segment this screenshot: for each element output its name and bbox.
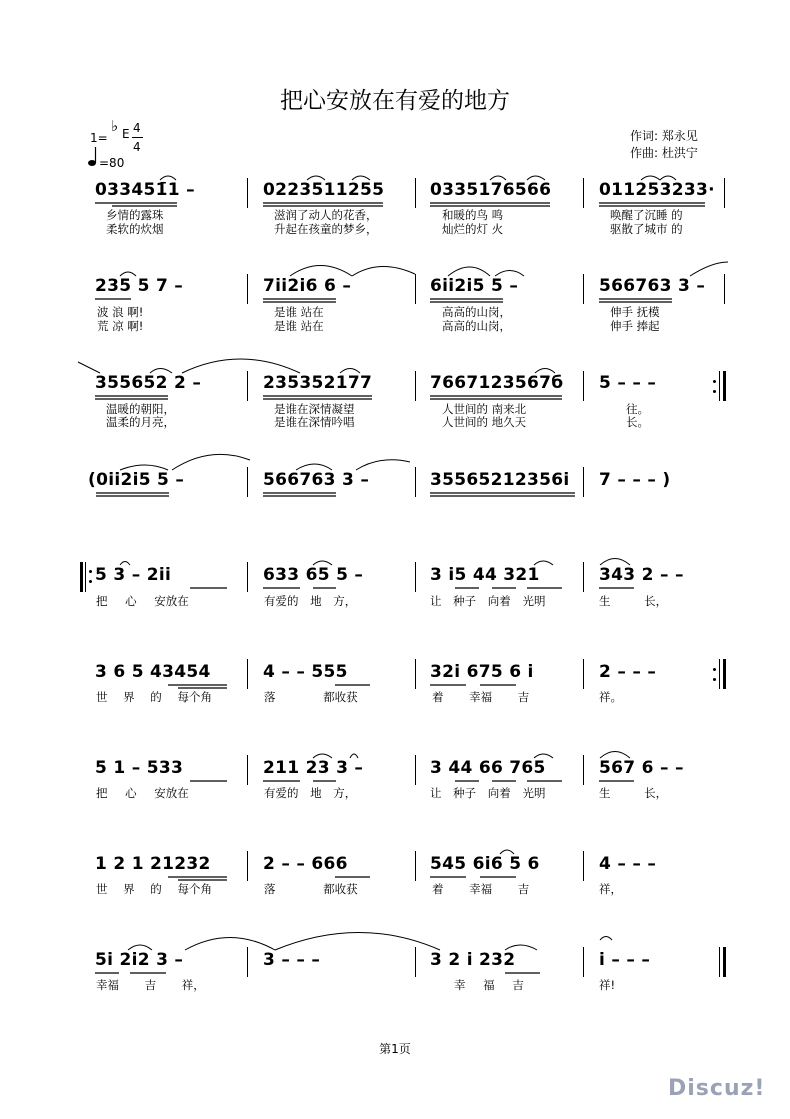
bar-line: [247, 851, 248, 881]
lyric-line: 是谁在深情凝望: [274, 402, 355, 416]
bar-line: [724, 274, 725, 304]
lyric-line: 温暖的朝阳，: [106, 402, 175, 416]
lyric-line: 让 种子 向着 光明: [430, 594, 546, 608]
measure-14-notes: 566763 3 –: [263, 470, 370, 490]
measure-18-notes: 633 65 5 –: [263, 565, 364, 585]
bar-line: [415, 755, 416, 785]
quarter-note-icon: [88, 147, 96, 166]
measure-5-notes: 235 5 7 –: [95, 276, 184, 296]
time-signature-top: 4: [133, 121, 141, 135]
measure-2-notes: 0223511255: [263, 180, 385, 200]
lyric-line: 柔软的炊烟: [106, 222, 164, 236]
bar-line: [415, 659, 416, 689]
key-prefix: 1=: [90, 131, 108, 145]
measure-19-notes: 3 i5 44 321: [430, 565, 540, 585]
measure-26-notes: 211 23 3 –: [263, 758, 364, 778]
lyric-line: 滋润了动人的花香，: [274, 208, 378, 222]
lyric-line: 把 心 安放在: [96, 786, 189, 800]
measure-22-notes: 4 – – 555: [263, 662, 348, 682]
lyric-line: 祥!: [599, 978, 616, 992]
song-title: 把心安放在有爱的地方: [280, 88, 510, 114]
bar-line: [247, 755, 248, 785]
bar-line: [583, 562, 584, 592]
lyric-line: 幸 福 吉: [454, 978, 524, 992]
bar-line: [247, 371, 248, 401]
lyric-line: 乡情的露珠: [106, 208, 164, 222]
measure-27-notes: 3 44 66 765: [430, 758, 546, 778]
measure-25-notes: 5 1 – 533: [95, 758, 184, 778]
lyric-line: 温柔的月亮，: [106, 415, 175, 429]
time-signature-line: [132, 137, 143, 138]
lyric-line: 升起在孩童的梦乡，: [274, 222, 378, 236]
bar-line: [247, 562, 248, 592]
bar-line: [583, 467, 584, 497]
bar-line: [247, 178, 248, 208]
lyric-line: 有爱的 地 方，: [264, 786, 357, 800]
repeat-dot: [713, 678, 716, 681]
measure-9-notes: 355652 2 –: [95, 373, 202, 393]
bar-line: [415, 851, 416, 881]
bar-line: [724, 178, 725, 208]
lyricist: 作词: 郑永见: [630, 129, 698, 143]
bar-line: [719, 659, 720, 689]
repeat-dot: [713, 380, 716, 383]
time-signature-bottom: 4: [133, 140, 141, 154]
lyric-line: 落 都收获: [264, 690, 358, 704]
key-letter: E: [122, 127, 130, 141]
measure-30-notes: 2 – – 666: [263, 854, 348, 874]
measure-11-notes: 7667123567б: [430, 373, 564, 393]
measure-24-notes: 2 – – –: [599, 662, 657, 682]
lyric-line: 世 界 的 每个角: [96, 882, 212, 896]
lyric-line: 人世间的 地久天: [442, 415, 527, 429]
bar-line: [719, 947, 720, 977]
bar-line: [583, 755, 584, 785]
key-flat: ♭: [111, 117, 119, 135]
final-bar-line: [723, 947, 726, 977]
lyric-line: 让 种子 向着 光明: [430, 786, 546, 800]
bar-line: [415, 178, 416, 208]
repeat-bar-line: [80, 562, 83, 592]
lyric-line: 和暖的鸟 鸣: [442, 208, 504, 222]
measure-36-notes: i – – –: [599, 950, 651, 970]
bar-line: [583, 371, 584, 401]
lyric-line: 祥，: [599, 882, 622, 896]
measure-15-notes: 35565212356i: [430, 470, 570, 490]
measure-7-notes: 6ii2i5 5 –: [430, 276, 519, 296]
measure-12-notes: 5 – – –: [599, 373, 657, 393]
lyric-line: 往。: [626, 402, 649, 416]
bar-line: [415, 562, 416, 592]
lyric-line: 荒 凉 啊!: [97, 319, 144, 333]
bar-line: [583, 947, 584, 977]
page-number: 第1页: [379, 1042, 411, 1056]
measure-4-notes: 011253233·: [599, 180, 715, 200]
bar-line: [85, 562, 86, 592]
lyric-line: 着 幸福 吉: [432, 882, 530, 896]
bar-line: [415, 371, 416, 401]
measure-13-notes: (0ii2i5 5 –: [88, 470, 185, 490]
lyric-line: 伸手 捧起: [610, 319, 660, 333]
measure-28-notes: 567 6 – –: [599, 758, 684, 778]
repeat-dot: [713, 668, 716, 671]
lyric-line: 生 长，: [599, 786, 668, 800]
lyric-line: 落 都收获: [264, 882, 358, 896]
watermark-logo: Discuz!: [668, 1076, 766, 1101]
lyric-line: 高高的山岗，: [442, 305, 511, 319]
lyric-line: 世 界 的 每个角: [96, 690, 212, 704]
measure-8-notes: 566763 3 –: [599, 276, 706, 296]
bar-line: [247, 467, 248, 497]
repeat-dot: [713, 390, 716, 393]
measure-33-notes: 5i 2i2 3 –: [95, 950, 184, 970]
lyric-line: 是谁 站在: [274, 305, 324, 319]
bar-line: [415, 467, 416, 497]
lyric-line: 是谁 站在: [274, 319, 324, 333]
lyric-line: 把 心 安放在: [96, 594, 189, 608]
lyric-line: 着 幸福 吉: [432, 690, 530, 704]
bar-line: [719, 371, 720, 401]
repeat-dot: [89, 580, 92, 583]
bar-line: [583, 851, 584, 881]
lyric-line: 灿烂的灯 火: [442, 222, 504, 236]
tempo-mark: =80: [99, 156, 125, 170]
measure-3-notes: 0335176566: [430, 180, 552, 200]
measure-31-notes: 545 6i6 5 6: [430, 854, 540, 874]
lyric-line: 有爱的 地 方，: [264, 594, 357, 608]
bar-line: [247, 947, 248, 977]
measure-35-notes: 3 2 i 232: [430, 950, 516, 970]
measure-6-notes: 7ii2i6 6 –: [263, 276, 352, 296]
lyric-line: 高高的山岗，: [442, 319, 511, 333]
lyric-line: 长。: [626, 415, 649, 429]
lyric-line: 伸手 抚模: [610, 305, 660, 319]
measure-10-notes: 235352177: [263, 373, 373, 393]
repeat-bar-line: [723, 371, 726, 401]
measure-1-notes: 033451̄1 –: [95, 180, 195, 200]
measure-20-notes: 343 2 – –: [599, 565, 684, 585]
bar-line: [583, 178, 584, 208]
lyric-line: 幸福 吉 祥，: [96, 978, 205, 992]
bar-line: [247, 274, 248, 304]
measure-17-notes: 5 3 – 2ii: [95, 565, 172, 585]
lyric-line: 人世间的 南来北: [442, 402, 527, 416]
lyric-line: 是谁在深情吟唱: [274, 415, 355, 429]
lyric-line: 生 长，: [599, 594, 668, 608]
measure-23-notes: 32i 675 6 i: [430, 662, 534, 682]
repeat-bar-line: [723, 659, 726, 689]
bar-line: [415, 947, 416, 977]
lyric-line: 祥。: [599, 690, 622, 704]
lyric-line: 唤醒了沉睡 的: [610, 208, 683, 222]
bar-line: [583, 659, 584, 689]
bar-line: [583, 274, 584, 304]
bar-line: [247, 659, 248, 689]
measure-34-notes: 3 – – –: [263, 950, 321, 970]
composer: 作曲: 杜洪宁: [630, 146, 698, 160]
measure-16-notes: 7 – – – ): [599, 470, 671, 490]
measure-32-notes: 4 – – –: [599, 854, 657, 874]
measure-21-notes: 3 6 5 43454: [95, 662, 211, 682]
measure-29-notes: 1 2 1 21232: [95, 854, 211, 874]
bar-line: [415, 274, 416, 304]
repeat-dot: [89, 570, 92, 573]
lyric-line: 波 浪 啊!: [97, 305, 144, 319]
lyric-line: 驱散了城市 的: [610, 222, 683, 236]
